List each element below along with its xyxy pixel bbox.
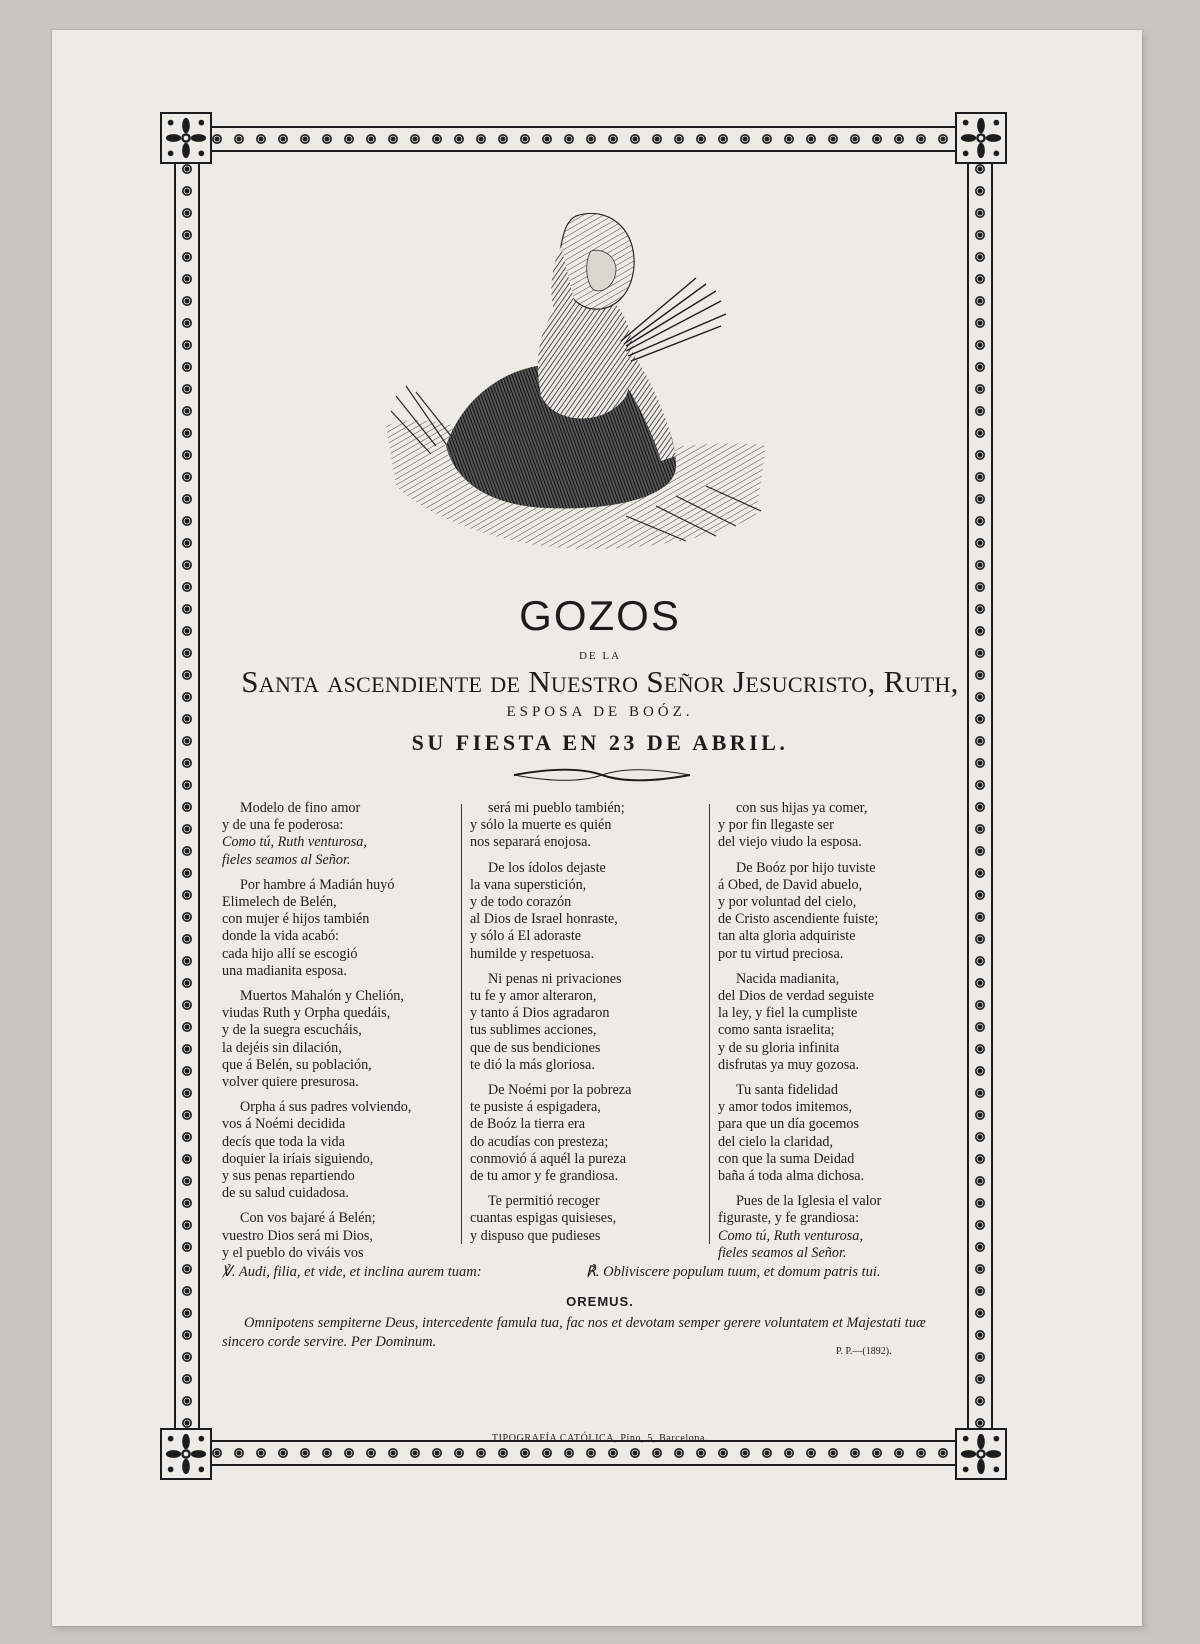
verse-line: De Boóz por hijo tuviste (736, 859, 876, 876)
verse-line: del Dios de verdad seguiste (718, 988, 875, 1005)
verse-line: Nacida madianita, (736, 970, 840, 987)
stanza (222, 988, 452, 1091)
verse-line: y por fin llegaste ser (718, 817, 834, 834)
stanza (470, 860, 700, 963)
verse-line: Pues de la Iglesia el valor (736, 1193, 882, 1210)
verse-line: Ni penas ni privaciones (488, 970, 622, 987)
stanza (470, 1193, 700, 1245)
stanza (470, 800, 700, 852)
corner-rosette-icon (955, 112, 1007, 164)
corner-rosette-icon (160, 112, 212, 164)
verse-column-3 (718, 800, 952, 1270)
verse-line: Muertos Mahalón y Chelión, (240, 988, 404, 1005)
verse-line: Elimelech de Belén, (222, 894, 337, 911)
stanza (222, 877, 452, 980)
verse-line: vuestro Dios será mi Dios, (222, 1227, 373, 1244)
frame-border-top (204, 126, 963, 152)
prayer-text: Omnipotens sempiterne Deus, intercedente famula tua, fac nos et devotam semper gerere voluntatem et Majestati tuæ sincero corde servire. Per Dominum. (222, 1315, 926, 1350)
frame-border-right (967, 156, 993, 1436)
verse-line: Modelo de fino amor (240, 800, 361, 816)
verse-line: Con vos bajaré á Belén; (240, 1210, 376, 1227)
verse-line: volver quiere presurosa. (222, 1074, 359, 1091)
verse-line: Como tú, Ruth venturosa, (222, 834, 367, 851)
verse-line: y tanto á Dios agradaron (470, 1005, 610, 1022)
verse-line: fieles seamos al Señor. (718, 1244, 847, 1261)
stanza (718, 971, 952, 1074)
verse-line: y sus penas repartiendo (222, 1168, 355, 1185)
verse-line: del viejo viudo la esposa. (718, 834, 862, 851)
verse-line: viudas Ruth y Orpha quedáis, (222, 1005, 391, 1022)
verse-line: para que un día gocemos (718, 1116, 860, 1133)
versicle: ℣. Audi, filia, et vide, et inclina aurem tuam: (222, 1264, 482, 1280)
verse-line: será mi pueblo también; (488, 800, 625, 816)
column-divider (461, 804, 462, 1244)
verse-line: y el pueblo do viváis vos (222, 1244, 364, 1261)
verse-line: De los ídolos dejaste (488, 859, 606, 876)
verse-line: y de su gloria infinita (718, 1039, 840, 1056)
verse-line: y de una fe poderosa: (222, 817, 344, 834)
verse-line: conmovió á aquél la pureza (470, 1150, 626, 1167)
verse-line: Por hambre á Madián huyó (240, 876, 395, 893)
verse-line: Orpha á sus padres volviendo, (240, 1099, 412, 1116)
verse-line: y dispuso que pudieses (470, 1227, 601, 1244)
verse-line: con mujer é hijos también (222, 911, 370, 928)
verse-line: Como tú, Ruth venturosa, (718, 1227, 863, 1244)
stanza (470, 971, 700, 1074)
ruth-engraving-image (376, 196, 776, 552)
title-connector: DE LA (578, 650, 622, 662)
verse-line: á Obed, de David abuelo, (718, 876, 863, 893)
verse-line: de tu amor y fe grandiosa. (470, 1168, 619, 1185)
verse-line: do acudías con presteza; (470, 1133, 609, 1150)
verse-line: que á Belén, su población, (222, 1056, 372, 1073)
subtitle-esposa: ESPOSA DE BOÓZ. (506, 704, 694, 720)
printer-imprint: TIPOGRAFÍA CATÓLICA, Pino, 5, Barcelona. (491, 1433, 709, 1444)
verse-line: nos separará enojosa. (470, 834, 591, 851)
verse-line: baña á toda alma dichosa. (718, 1168, 865, 1185)
verse-line: tan alta gloria adquiriste (718, 928, 856, 945)
stanza (222, 1210, 452, 1262)
verse-line: cada hijo allí se escogió (222, 945, 358, 962)
verse-line: de Cristo ascendiente fuiste; (718, 911, 879, 928)
verse-line: Tu santa fidelidad (736, 1082, 838, 1099)
verse-line: te pusiste á espigadera, (470, 1099, 601, 1116)
verse-line: al Dios de Israel honraste, (470, 911, 618, 928)
verse-column-2 (470, 800, 700, 1253)
verse-line: la dejéis sin dilación, (222, 1039, 342, 1056)
verse-line: y sólo la muerte es quién (470, 817, 612, 834)
verse-line: la vana superstición, (470, 876, 587, 893)
verse-line: y sólo á El adoraste (470, 928, 582, 945)
column-divider (709, 804, 710, 1244)
verse-line: te dió la más gloriosa. (470, 1056, 595, 1073)
feast-day-heading: SU FIESTA EN 23 DE ABRIL. (411, 730, 789, 755)
verse-line: y de todo corazón (470, 894, 572, 911)
verse-line: doquier la iríais siguiendo, (222, 1150, 374, 1167)
stanza (222, 800, 452, 869)
verse-line: y por voluntad del cielo, (718, 894, 857, 911)
verse-line: Te permitió recoger (488, 1193, 600, 1210)
verse-line: con que la suma Deidad (718, 1150, 855, 1167)
stanza (718, 860, 952, 963)
page-title: GOZOS (519, 592, 681, 639)
stanza (470, 1082, 700, 1185)
verse-line: disfrutas ya muy gozosa. (718, 1056, 860, 1073)
oremus-heading: OREMUS. (566, 1294, 634, 1309)
frame-border-left (174, 156, 200, 1436)
verse-line: la ley, y fiel la cumpliste (718, 1005, 858, 1022)
verse-line: como santa israelita; (718, 1022, 835, 1039)
verse-line: del cielo la claridad, (718, 1133, 834, 1150)
verse-line: De Noémi por la pobreza (488, 1082, 632, 1099)
verse-line: cuantas espigas quisieses, (470, 1210, 617, 1227)
verse-line: por tu virtud preciosa. (718, 945, 844, 962)
verse-line: una madianita esposa. (222, 962, 347, 979)
verse-line: tu fe y amor alteraron, (470, 988, 597, 1005)
verse-line: y amor todos imitemos, (718, 1099, 852, 1116)
stanza (718, 800, 952, 852)
subject-heading: Santa ascendiente de Nuestro Señor Jesucristo, Ruth, (241, 664, 959, 699)
verse-line: que de sus bendiciones (470, 1039, 601, 1056)
verse-line: decís que toda la vida (222, 1133, 345, 1150)
verse-line: donde la vida acabó: (222, 928, 339, 945)
verse-line: fieles seamos al Señor. (222, 851, 351, 868)
verse-line: y de la suegra escucháis, (222, 1022, 362, 1039)
decorative-rule-icon (512, 766, 692, 784)
stanza (718, 1193, 952, 1262)
stanza (718, 1082, 952, 1185)
verse-line: tus sublimes acciones, (470, 1022, 597, 1039)
verse-line: de Boóz la tierra era (470, 1116, 586, 1133)
verse-line: humilde y respetuosa. (470, 945, 595, 962)
author-note: P. P.—(1892). (836, 1346, 892, 1357)
verse-line: vos á Noémi decidida (222, 1116, 346, 1133)
verse-line: con sus hijas ya comer, (736, 800, 868, 816)
verse-line: figuraste, y fe grandiosa: (718, 1210, 860, 1227)
verse-line: de su salud cuidadosa. (222, 1185, 349, 1202)
response: ℟. Obliviscere populum tuum, et domum patris tui. (586, 1264, 881, 1280)
verse-column-1 (222, 800, 452, 1270)
stanza (222, 1099, 452, 1202)
